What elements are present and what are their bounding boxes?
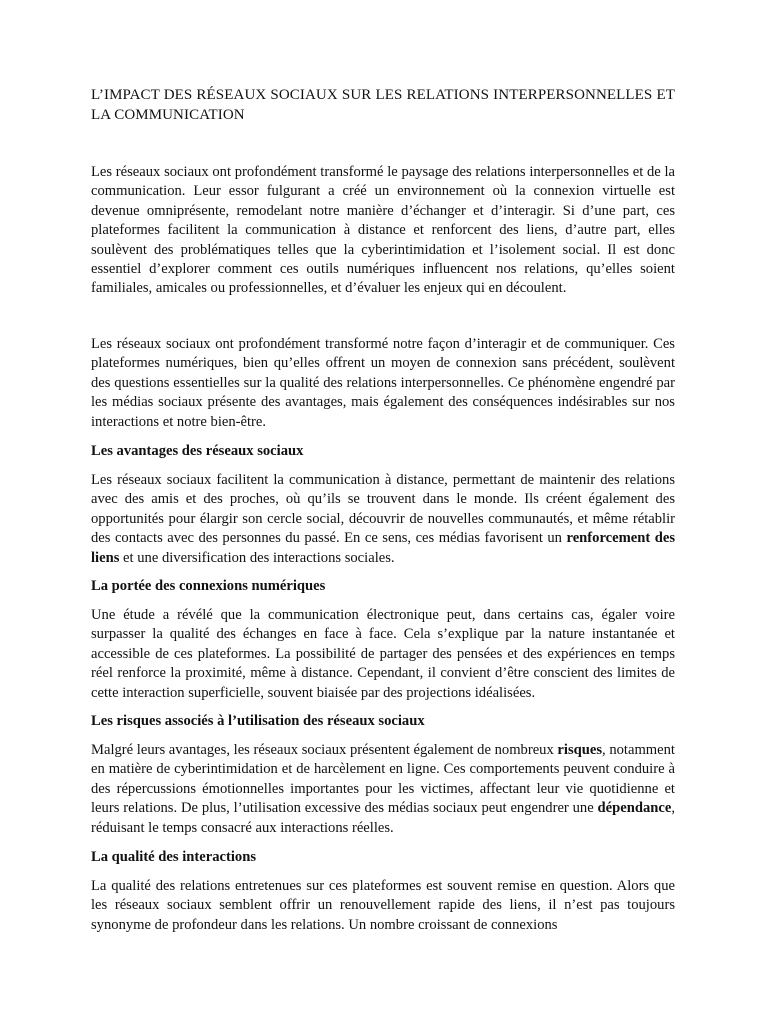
paragraph-text: , réduisant le temps consacré aux interactions réelles.: [91, 800, 675, 836]
section-heading-digital-connections: La portée des connexions numériques: [91, 578, 326, 594]
paragraph-text: Malgré leurs avantages, les réseaux sociaux présentent également de nombreux: [91, 742, 558, 758]
paragraph-text: , notamment en matière de cyberintimidation et de harcèlement en ligne. Ces comportements peuvent conduire à des répercussions émotionnelles importantes pour les victimes, affectant leur vie quotidienne et leurs relations. De plus, l’utilisation excessive des médias sociaux peut engendrer une: [91, 742, 675, 817]
bold-term: risques: [557, 742, 603, 758]
paragraph-text: Les réseaux sociaux facilitent la communication à distance, permettant de maintenir des relations avec des amis et des proches, où qu’ils se trouvent dans le monde. Ils créent également des opportunités pour élargir son cercle social, découvrir de nouvelles communautés, et même rétablir des contacts avec des personnes du passé. En ce sens, ces médias favorisent un: [91, 472, 675, 547]
section-heading-quality: La qualité des interactions: [91, 849, 256, 865]
intro-paragraph-1: Les réseaux sociaux ont profondément transformé le paysage des relations interpersonnelles et de la communication. Leur essor fulgurant a créé un environnement où la connexion virtuelle est devenue omniprésente, remodelant notre manière d’échanger et d’interagir. Si d’une part, ces plateformes facilitent la communication à distance et renforcent des liens, d’autre part, elles soulèvent des problématiques telles que la cyberintimidation et l’isolement social. Il est donc essentiel d’explorer comment ces outils numériques influencent nos relations, qu’elles soient familiales, amicales ou professionnelles, et d’évaluer les enjeux qui en découlent.: [91, 164, 675, 297]
document-title: L’IMPACT DES RÉSEAUX SOCIAUX SUR LES RELATIONS INTERPERSONNELLES ET LA COMMUNICATION: [91, 87, 675, 123]
bold-term: renforcement des liens: [91, 530, 675, 566]
section-heading-risks: Les risques associés à l’utilisation des réseaux sociaux: [91, 713, 425, 729]
section-paragraph-quality: La qualité des relations entretenues sur ces plateformes est souvent remise en question. Alors que les réseaux sociaux semblent offrir un renouvellement rapide des liens, il n’est pas toujours synonyme de profondeur dans les relations. Un nombre croissant de connexions: [91, 878, 675, 933]
section-paragraph-digital-connections: Une étude a révélé que la communication électronique peut, dans certains cas, égaler voire surpasser la qualité des échanges en face à face. Cela s’explique par la nature instantanée et accessible de ces plateformes. La possibilité de partager des pensées et des expériences en temps réel renforce la proximité, même à distance. Cependant, il convient d’être conscient des limites de cette interaction superficielle, souvent biaisée par des projections idéalisées.: [91, 607, 675, 701]
bold-term: dépendance: [597, 800, 672, 817]
section-paragraph-advantages: [91, 471, 675, 568]
intro-paragraph-2: Les réseaux sociaux ont profondément transformé notre façon d’interagir et de communiquer. Ces plateformes numériques, bien qu’elles offrent un moyen de connexion sans précédent, soulèvent des questions essentielles sur la qualité des relations interpersonnelles. Ce phénomène engendré par les médias sociaux présente des avantages, mais également des conséquences indésirables sur nos interactions et notre bien-être.: [91, 336, 675, 430]
section-paragraph-risks: [91, 741, 675, 838]
paragraph-text: et une diversification des interactions sociales.: [119, 549, 395, 566]
section-heading-advantages: Les avantages des réseaux sociaux: [91, 443, 304, 459]
